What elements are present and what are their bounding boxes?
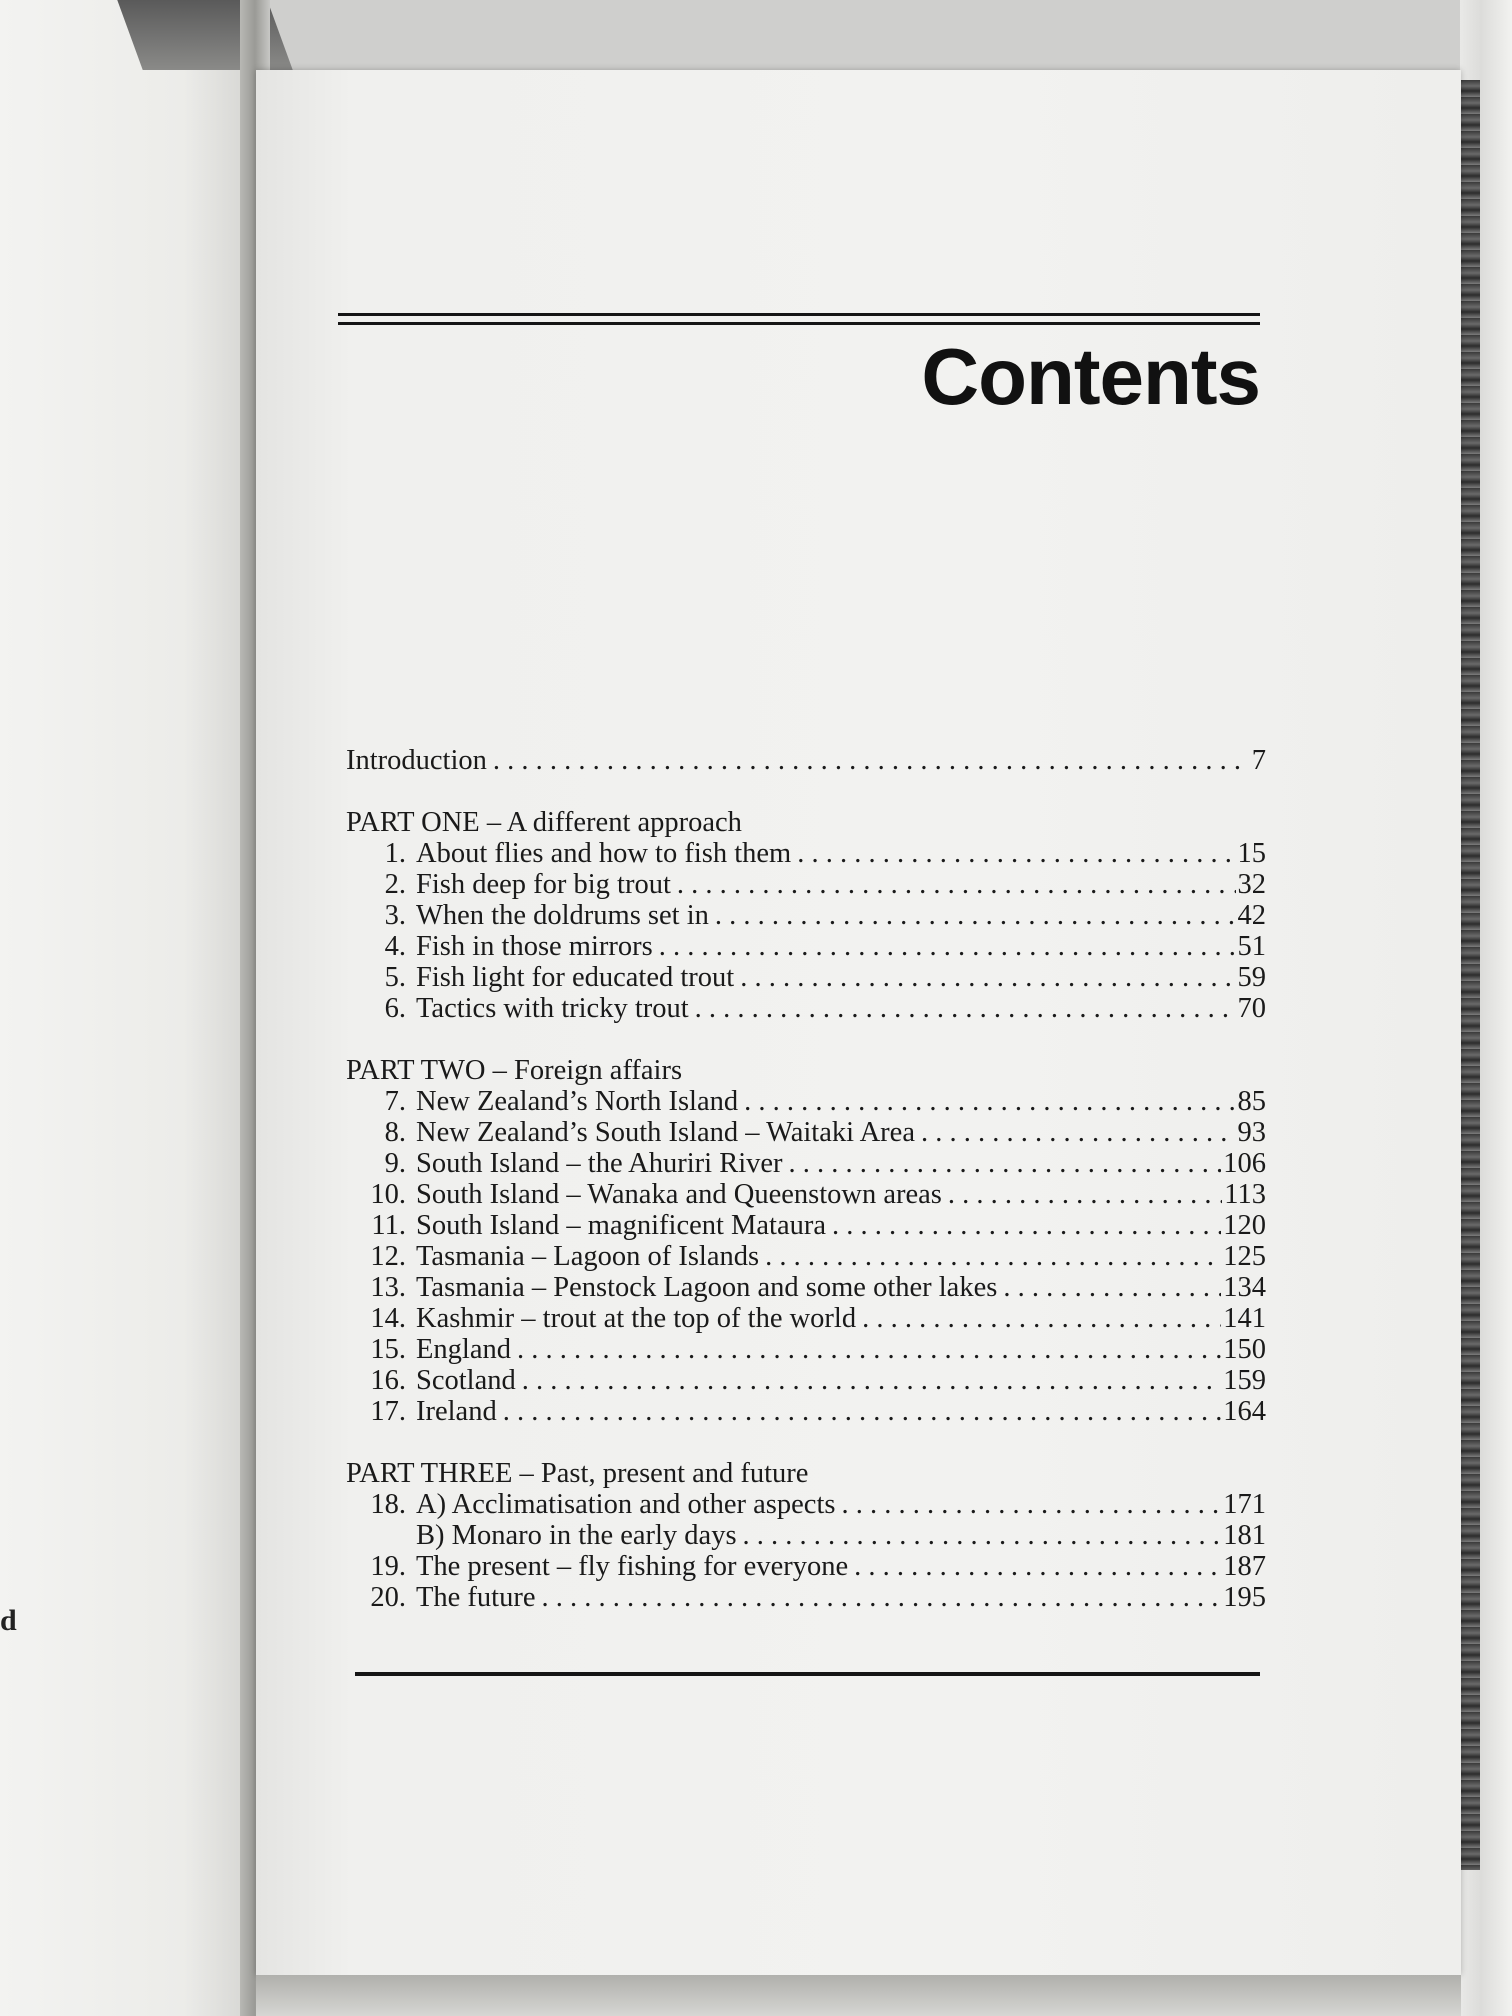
toc-entry-number: 5. (384, 962, 406, 993)
toc-entry (346, 1210, 1266, 1241)
toc-entry (346, 962, 1266, 993)
toc-entry-title: Tactics with tricky trout (416, 993, 689, 1024)
toc-entry (346, 931, 1266, 962)
toc-entry-page: 181 (1223, 1520, 1266, 1551)
toc-entry-page: 125 (1223, 1241, 1266, 1272)
toc-entry-page: 59 (1237, 962, 1266, 993)
toc-entry-page: 15 (1237, 838, 1266, 869)
toc-entry-title: Fish light for educated trout (416, 962, 735, 993)
toc-entry (346, 1272, 1266, 1303)
toc-leader-dots (765, 1241, 1221, 1272)
toc-entry-title: A) Acclimatisation and other aspects (416, 1489, 836, 1520)
toc-entry-number: 2. (384, 869, 406, 900)
toc-entry-title: Ireland (416, 1396, 497, 1427)
toc-entry-page: 113 (1224, 1179, 1266, 1210)
toc-entry-page: 159 (1223, 1365, 1266, 1396)
part-heading: PART ONE – A different approach (346, 807, 742, 838)
toc-entry-title: South Island – Wanaka and Queenstown areas (416, 1179, 942, 1210)
toc-entry-introduction (346, 745, 1266, 776)
toc-leader-dots (522, 1365, 1222, 1396)
toc-entry-number: 1. (384, 838, 406, 869)
toc-entry-page: 141 (1223, 1303, 1266, 1334)
toc-entry (346, 1086, 1266, 1117)
toc-leader-dots (744, 1086, 1235, 1117)
toc-leader-dots (797, 838, 1235, 869)
toc-entry-number: 14. (370, 1303, 406, 1334)
toc-entry-number: 16. (370, 1365, 406, 1396)
toc-leader-dots (743, 1520, 1222, 1551)
toc-entry-title: Kashmir – trout at the top of the world (416, 1303, 857, 1334)
toc-entry-title: New Zealand’s South Island – Waitaki Area (416, 1117, 915, 1148)
page-bottom-shadow (256, 1975, 1461, 2016)
toc-entry (346, 1396, 1266, 1427)
toc-entry (346, 1489, 1266, 1520)
toc-entry-number: 7. (384, 1086, 406, 1117)
toc-entry (346, 1582, 1266, 1613)
toc-entry-title: The future (416, 1582, 536, 1613)
toc-entry-page: 51 (1237, 931, 1266, 962)
toc-entry-title: Fish in those mirrors (416, 931, 653, 962)
toc-entry-page: 150 (1223, 1334, 1266, 1365)
toc-entry-page: 42 (1237, 900, 1266, 931)
toc-entry-number: 20. (370, 1582, 406, 1613)
toc-entry-page: 120 (1223, 1210, 1266, 1241)
toc-leader-dots (921, 1117, 1236, 1148)
toc-entry (346, 1520, 1266, 1551)
toc-entry (346, 993, 1266, 1024)
toc-leader-dots (715, 900, 1236, 931)
toc-entry (346, 1551, 1266, 1582)
toc-entry (346, 1334, 1266, 1365)
toc-leader-dots (493, 745, 1250, 776)
toc-entry (346, 1365, 1266, 1396)
toc-entry-number: 8. (384, 1117, 406, 1148)
left-page (0, 0, 262, 2016)
toc-entry (346, 1303, 1266, 1334)
toc-entry (346, 838, 1266, 869)
toc-leader-dots (854, 1551, 1221, 1582)
toc-leader-dots (841, 1489, 1221, 1520)
toc-leader-dots (695, 993, 1236, 1024)
toc-leader-dots (517, 1334, 1221, 1365)
toc-entry (346, 1117, 1266, 1148)
toc-entry-page: 164 (1223, 1396, 1266, 1427)
left-page-text-fragment: d (0, 1604, 17, 1637)
toc-entry-title: Tasmania – Lagoon of Islands (416, 1241, 760, 1272)
toc-entry-title: Introduction (346, 745, 487, 776)
toc-entry-title: Scotland (416, 1365, 516, 1396)
heading-double-rule (338, 313, 1260, 327)
toc-entry-page: 195 (1223, 1582, 1266, 1613)
toc-entry-page: 70 (1237, 993, 1266, 1024)
toc-leader-dots (1003, 1272, 1221, 1303)
toc-entry-page: 171 (1223, 1489, 1266, 1520)
toc-entry-title: England (416, 1334, 511, 1365)
toc-entry-page: 106 (1223, 1148, 1266, 1179)
part-heading: PART THREE – Past, present and future (346, 1458, 809, 1489)
toc-entry-number: 18. (370, 1489, 406, 1520)
toc-entry-page: 134 (1223, 1272, 1266, 1303)
toc-leader-dots (677, 869, 1236, 900)
toc-leader-dots (862, 1303, 1221, 1334)
toc-entry-title: About flies and how to fish them (416, 838, 792, 869)
toc-entry-page: 32 (1237, 869, 1266, 900)
toc-entry-title: South Island – the Ahuriri River (416, 1148, 783, 1179)
toc-leader-dots (659, 931, 1236, 962)
toc-entry-title: When the doldrums set in (416, 900, 709, 931)
toc-entry-number: 15. (370, 1334, 406, 1365)
page-title: Contents (921, 332, 1260, 421)
toc-entry-title: Tasmania – Penstock Lagoon and some other lakes (416, 1272, 998, 1303)
toc-entry-number: 6. (384, 993, 406, 1024)
toc-entry (346, 1241, 1266, 1272)
toc-entry (346, 900, 1266, 931)
toc-entry-title: B) Monaro in the early days (416, 1520, 737, 1551)
toc-entry-number: 17. (370, 1396, 406, 1427)
toc-entry-number: 10. (370, 1179, 406, 1210)
toc-entry-title: South Island – magnificent Mataura (416, 1210, 826, 1241)
toc-leader-dots (789, 1148, 1222, 1179)
toc-entry-page: 7 (1251, 745, 1266, 776)
toc-entry-number: 11. (371, 1210, 406, 1241)
toc-leader-dots (541, 1582, 1221, 1613)
toc-leader-dots (948, 1179, 1222, 1210)
toc-entry (346, 1148, 1266, 1179)
toc-entry-title: New Zealand’s North Island (416, 1086, 739, 1117)
toc-entry-page: 85 (1237, 1086, 1266, 1117)
toc-entry-page: 93 (1237, 1117, 1266, 1148)
toc-entry-number: 4. (384, 931, 406, 962)
toc-entry-number: 19. (370, 1551, 406, 1582)
toc-entry (346, 869, 1266, 900)
toc-entry-title: Fish deep for big trout (416, 869, 671, 900)
toc-entry-number: 3. (384, 900, 406, 931)
toc-entry (346, 1179, 1266, 1210)
toc-leader-dots (503, 1396, 1222, 1427)
table-of-contents (346, 745, 1266, 1613)
toc-entry-number: 9. (384, 1148, 406, 1179)
bottom-rule (355, 1672, 1260, 1676)
toc-entry-page: 187 (1223, 1551, 1266, 1582)
toc-leader-dots (832, 1210, 1221, 1241)
part-heading: PART TWO – Foreign affairs (346, 1055, 683, 1086)
toc-entry-number: 13. (370, 1272, 406, 1303)
toc-entry-number: 12. (370, 1241, 406, 1272)
toc-leader-dots (740, 962, 1235, 993)
toc-entry-title: The present – fly fishing for everyone (416, 1551, 849, 1582)
